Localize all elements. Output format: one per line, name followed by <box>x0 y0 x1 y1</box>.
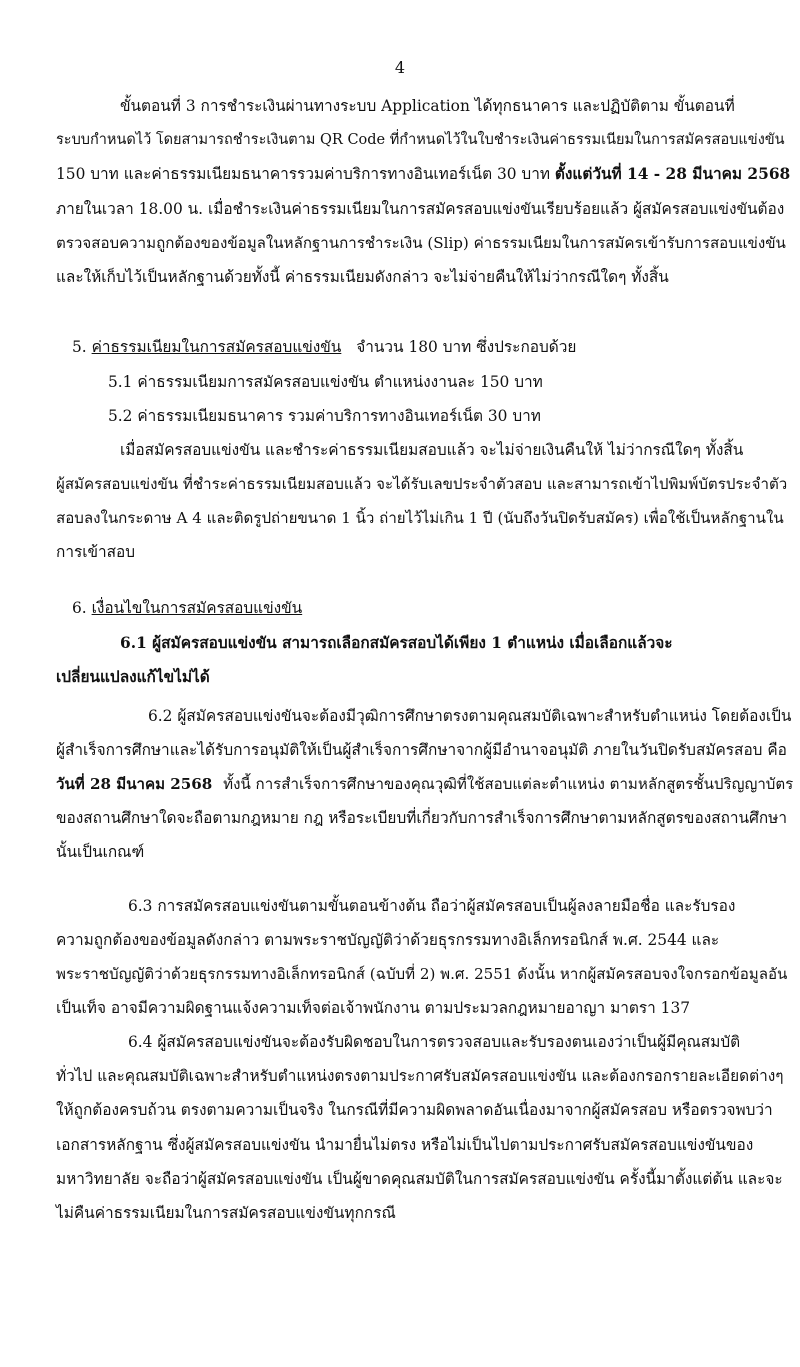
section-5-number: 5. <box>72 338 87 356</box>
step3-line-6: และให้เก็บไว้เป็นหลักฐานด้วยทั้งนี้ ค่าธรรมเนียมดังกล่าว จะไม่จ่ายคืนให้ไม่ว่ากรณีใดๆ ทั้งสิ้น <box>56 268 669 286</box>
item-6-2-line-3 <box>56 774 793 794</box>
item-6-4-line-5: มหาวิทยาลัย จะถือว่าผู้สมัครสอบแข่งขัน เป็นผู้ขาดคุณสมบัติในการสมัครสอบแข่งขัน ครั้งนี้มาตั้งแต่ต้น และจะ <box>56 1170 783 1188</box>
step3-line-5: ตรวจสอบความถูกต้องของข้อมูลในหลักฐานการชำระเงิน (Slip) ค่าธรรมเนียมในการสมัครเข้ารับการสอบแข่งขัน <box>56 234 786 252</box>
item-6-2-line-4: ของสถานศึกษาใดจะถือตามกฎหมาย กฎ หรือระเบียบที่เกี่ยวกับการสำเร็จการศึกษาตามหลักสูตรของสถานศึกษา <box>56 809 787 827</box>
step3-line-4: ภายในเวลา 18.00 น. เมื่อชำระเงินค่าธรรมเนียมในการสมัครสอบแข่งขันเรียบร้อยแล้ว ผู้สมัครสอบแข่งขันต้อง <box>56 200 785 218</box>
page-number: 4 <box>394 58 406 77</box>
step3-line-1: ขั้นตอนที่ 3 การชำระเงินผ่านทางระบบ Application ได้ทุกธนาคาร และปฏิบัติตาม ขั้นตอนที่ <box>120 97 735 115</box>
section-5-item-2: 5.2 ค่าธรรมเนียมธนาคาร รวมค่าบริการทางอินเทอร์เน็ต 30 บาท <box>108 407 541 425</box>
section-5-title: ค่าธรรมเนียมในการสมัครสอบแข่งขัน <box>91 338 342 356</box>
section-5-heading <box>72 337 576 357</box>
item-6-2-line-2: ผู้สำเร็จการศึกษาและได้รับการอนุมัติให้เป็นผู้สำเร็จการศึกษาจากผู้มีอำนาจอนุมัติ ภายในวันปิดรับสมัครสอบ คือ <box>56 741 787 759</box>
section-5-line-3: สอบลงในกระดาษ A 4 และติดรูปถ่ายขนาด 1 นิ้ว ถ่ายไว้ไม่เกิน 1 ปี (นับถึงวันปิดรับสมัคร) เพื่อใช้เป็นหลักฐานใน <box>56 509 784 527</box>
item-6-3-line-1: 6.3 การสมัครสอบแข่งขันตามขั้นตอนข้างต้น ถือว่าผู้สมัครสอบเป็นผู้ลงลายมือชื่อ และรับรอง <box>128 897 736 915</box>
item-6-4-line-6: ไม่คืนค่าธรรมเนียมในการสมัครสอบแข่งขันทุกกรณี <box>56 1204 396 1222</box>
item-6-2-close-date: วันที่ 28 มีนาคม 2568 <box>56 775 213 793</box>
item-6-4-line-4: เอกสารหลักฐาน ซึ่งผู้สมัครสอบแข่งขัน นำมายื่นไม่ตรง หรือไม่เป็นไปตามประกาศรับสมัครสอบแข่งขันของ <box>56 1136 754 1154</box>
item-6-2-line-5: นั้นเป็นเกณฑ์ <box>56 843 145 861</box>
item-6-4-line-2: ทั่วไป และคุณสมบัติเฉพาะสำหรับตำแหน่งตรงตามประกาศรับสมัครสอบแข่งขัน และต้องกรอกรายละเอียดต่างๆ <box>56 1067 784 1085</box>
step3-line-2: ระบบกำหนดไว้ โดยสามารถชำระเงินตาม QR Code ที่กำหนดไว้ในใบชำระเงินค่าธรรมเนียมในการสมัครสอบแข่งขัน <box>56 132 785 148</box>
item-6-2-line-3-text: ทั้งนี้ การสำเร็จการศึกษาของคุณวุฒิที่ใช้สอบแต่ละตำแหน่ง ตามหลักสูตรชั้นปริญญาบัตร <box>223 775 794 793</box>
section-6-heading <box>72 598 302 618</box>
item-6-3-line-2: ความถูกต้องของข้อมูลดังกล่าว ตามพระราชบัญญัติว่าด้วยธุรกรรมทางอิเล็กทรอนิกส์ พ.ศ. 2544 และ <box>56 931 720 949</box>
item-6-1-line-1: 6.1 ผู้สมัครสอบแข่งขัน สามารถเลือกสมัครสอบได้เพียง 1 ตำแหน่ง เมื่อเลือกแล้วจะ <box>120 634 673 652</box>
section-5-tail: จำนวน 180 บาท ซึ่งประกอบด้วย <box>356 338 577 356</box>
item-6-4-line-1: 6.4 ผู้สมัครสอบแข่งขันจะต้องรับผิดชอบในการตรวจสอบและรับรองตนเองว่าเป็นผู้มีคุณสมบัติ <box>128 1033 741 1051</box>
section-5-line-1: เมื่อสมัครสอบแข่งขัน และชำระค่าธรรมเนียมสอบแล้ว จะไม่จ่ายเงินคืนให้ ไม่ว่ากรณีใดๆ ทั้งสิ้น <box>120 441 744 459</box>
item-6-4-line-3: ให้ถูกต้องครบถ้วน ตรงตามความเป็นจริง ในกรณีที่มีความผิดพลาดอันเนื่องมาจากผู้สมัครสอบ หรือตรวจพบว่า <box>56 1101 773 1119</box>
item-6-1-line-2: เปลี่ยนแปลงแก้ไขไม่ได้ <box>56 668 210 686</box>
section-5-line-4: การเข้าสอบ <box>56 543 136 561</box>
section-6-number: 6. <box>72 599 87 617</box>
step3-line-3-text: 150 บาท และค่าธรรมเนียมธนาคารรวมค่าบริการทางอินเทอร์เน็ต 30 บาท <box>56 165 550 183</box>
section-6-title: เงื่อนไขในการสมัครสอบแข่งขัน <box>91 599 303 617</box>
section-5-line-2: ผู้สมัครสอบแข่งขัน ที่ชำระค่าธรรมเนียมสอบแล้ว จะได้รับเลขประจำตัวสอบ และสามารถเข้าไปพิมพ์บัตรประจำตัว <box>56 475 788 493</box>
step3-date-range: ตั้งแต่วันที่ 14 - 28 มีนาคม 2568 <box>554 165 791 183</box>
section-5-item-1: 5.1 ค่าธรรมเนียมการสมัครสอบแข่งขัน ตำแหน่งงานละ 150 บาท <box>108 373 543 391</box>
step3-line-3 <box>56 164 790 184</box>
item-6-2-line-1: 6.2 ผู้สมัครสอบแข่งขันจะต้องมีวุฒิการศึกษาตรงตามคุณสมบัติเฉพาะสำหรับตำแหน่ง โดยต้องเป็น <box>148 707 792 725</box>
item-6-3-line-3: พระราชบัญญัติว่าด้วยธุรกรรมทางอิเล็กทรอนิกส์ (ฉบับที่ 2) พ.ศ. 2551 ดังนั้น หากผู้สมัครสอบจงใจกรอกข้อมูลอัน <box>56 965 788 983</box>
item-6-3-line-4: เป็นเท็จ อาจมีความผิดฐานแจ้งความเท็จต่อเจ้าพนักงาน ตามประมวลกฎหมายอาญา มาตรา 137 <box>56 999 691 1017</box>
